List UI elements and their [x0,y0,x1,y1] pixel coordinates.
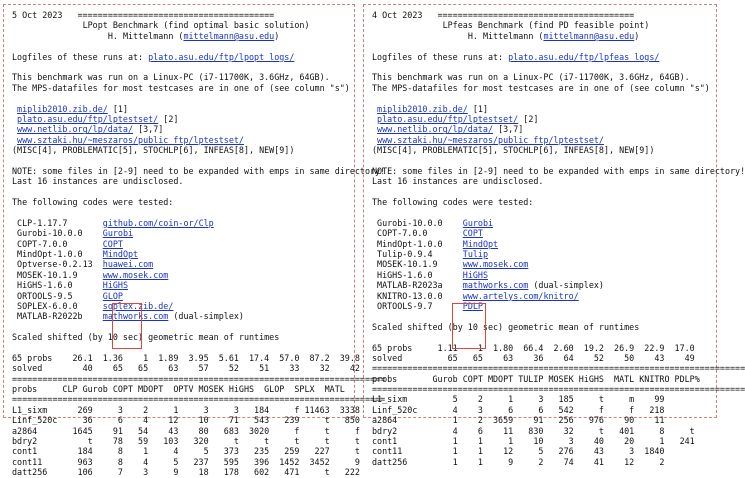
header-line [372,10,710,20]
code-link[interactable]: MindOpt [462,238,499,249]
code-item: Gurobi-10.0.0 Gurobi [17,228,134,239]
source-link[interactable]: miplib2010.zib.de/ [377,103,468,114]
source-item: plato.asu.edu/ftp/lptestset/ [2] [17,113,179,124]
table-row: cont11 1 1 12 5 276 43 3 1840 [372,446,665,457]
source-link[interactable]: plato.asu.edu/ftp/lptestset/ [17,113,159,124]
table-header: probs CLP Gurob COPT MDOPT OPTV MOSEK HiGHS GLOP SPLX MATL [12,384,345,395]
code-item: Tulip-0.9.4 Tulip [377,248,488,259]
code-item: COPT-7.0.0 COPT [377,228,483,239]
code-link[interactable]: mathworks.com [102,311,169,322]
code-item: HiGHS-1.6.0 HiGHS [377,269,488,280]
code-item: MindOpt-1.0.0 MindOpt [17,248,139,259]
lpopt-benchmark-panel [3,4,386,478]
logfiles-link[interactable]: plato.asu.edu/ftp/lpopt_logs/ [148,51,295,62]
code-link[interactable]: www.mosek.com [462,259,529,270]
title-line [12,20,348,30]
code-link[interactable]: HiGHS [462,269,488,280]
code-link[interactable]: HiGHS [102,280,128,291]
table-rule: ========================================================================== [372,363,745,374]
code-link[interactable]: www.artelys.com/knitro/ [462,290,579,301]
source-item [372,135,710,145]
table-row: cont11 963 8 4 5 237 595 396 1452 3452 9 [12,456,360,467]
table-header: probs Gurob COPT MDOPT TULIP MOSEK HiGHS MATL KNITRO PDLP% [372,373,700,384]
code-item: SOPLEX-6.0.0 soplex.zib.de/ [17,300,174,311]
code-link[interactable]: PDLP [462,300,483,311]
code-item: ORTOOLS-9.5 GLOP [17,290,123,301]
code-item: HiGHS-1.6.0 HiGHS [17,280,128,291]
machine-line: This benchmark was run on a Linux-PC (i7-11700K, 3.6GHz, 64GB). [372,72,690,83]
table-row: L1_sixm 5 2 1 3 185 t m 99 [372,394,665,405]
solved-row: solved 65 65 63 36 64 52 50 43 49 [372,352,695,363]
logfiles-line: Logfiles of these runs at: plato.asu.edu/ftp/lpfeas_logs/ [372,51,660,62]
code-link[interactable]: Tulip [462,248,488,259]
codes-heading: The following codes were tested: [372,197,534,208]
table-rule: ========================================================================== [372,384,745,395]
code-link[interactable]: COPT [102,238,123,249]
table-row: cont1 184 8 1 4 5 373 235 259 227 t [12,446,360,457]
note-line: Last 16 instances are undisclosed. [12,176,184,187]
table-row: datt256 106 7 3 9 18 178 602 471 t 222 [12,467,360,478]
table-row: cont1 1 1 1 10 3 40 20 1 241 [372,436,695,447]
note-line: NOTE: some files in [2-9] need to be expanded with emps in same directory! [12,165,386,176]
source-item: miplib2010.zib.de/ [1] [17,103,128,114]
code-link[interactable]: Gurobi [102,228,134,239]
solved-row: solved 40 65 65 63 57 52 51 33 32 42 [12,363,360,374]
source-item: www.netlib.org/lp/data/ [3,7] [17,124,164,135]
mps-line: The MPS-datafiles for most testcases are in one of (see column "s") [12,82,350,93]
code-item: KNITRO-13.0.0 www.artelys.com/knitro/ [377,290,579,301]
table-rule: ========================================================================== [12,394,386,405]
source-link[interactable]: www.netlib.org/lp/data/ [377,124,494,135]
source-item: miplib2010.zib.de/ [1] [377,103,488,114]
source-link[interactable]: www.sztaki.hu/~meszaros/public_ftp/lptestset/ [17,134,244,145]
code-item: MOSEK-10.1.9 www.mosek.com [377,259,529,270]
code-link[interactable]: COPT [462,228,483,239]
code-link[interactable]: Gurobi [462,217,494,228]
code-link[interactable]: MindOpt [102,248,139,259]
note-line: Last 16 instances are undisclosed. [372,176,544,187]
codes-heading: The following codes were tested: [12,197,174,208]
code-link[interactable]: soplex.zib.de/ [102,300,174,311]
scaled-heading: Scaled shifted (by 10 sec) geometric mean of runtimes [12,332,280,343]
code-link[interactable]: huawei.com [102,259,154,270]
table-row: L1_sixm 269 3 2 1 3 3 184 f 11463 3338 [12,404,360,415]
note-line: NOTE: some files in [2-9] need to be expanded with emps in same directory! [372,165,745,176]
code-link[interactable]: www.mosek.com [102,269,169,280]
table-row: a2864 1645 91 54 43 80 683 3020 f t f [12,425,360,436]
logfiles-line: Logfiles of these runs at: plato.asu.edu/ftp/lpopt_logs/ [12,51,295,62]
table-row: bdry2 4 6 11 830 32 t 401 8 t [372,425,695,436]
table-rule: ========================================================================== [12,373,386,384]
code-link[interactable]: github.com/coin-or/Clp [102,217,214,228]
code-item: MATLAB-R2023a mathworks.com (dual-simplex) [377,280,604,291]
lpfeas-benchmark-panel [363,4,745,467]
probs-row: 65 probs 1.11 1 1.80 66.4 2.60 19.2 26.9 22.9 17.0 [372,342,695,353]
source-item [12,135,348,145]
table-row: a2864 1 2 3659 91 256 976 90 11 [372,415,665,426]
code-link[interactable]: GLOP [102,290,123,301]
page-title: LPfeas Benchmark (find PD feasible point) [442,20,650,31]
source-link[interactable]: miplib2010.zib.de/ [17,103,108,114]
source-link[interactable]: plato.asu.edu/ftp/lptestset/ [377,113,519,124]
code-item: MATLAB-R2022b mathworks.com (dual-simplex) [17,311,244,322]
code-item: MOSEK-10.1.9 www.mosek.com [17,269,169,280]
author-email-link[interactable]: mittelmann@asu.edu [543,30,635,41]
table-row: Linf_520c 36 6 4 12 10 71 543 239 t 850 [12,415,360,426]
misc-line: (MISC[4], PROBLEMATIC[5], STOCHLP[6], INFEAS[8], NEW[9]) [372,145,655,156]
code-item: CLP-1.17.7 github.com/coin-or/Clp [17,217,214,228]
misc-line: (MISC[4], PROBLEMATIC[5], STOCHLP[6], INFEAS[8], NEW[9]) [12,145,295,156]
source-link[interactable]: www.sztaki.hu/~meszaros/public_ftp/lptestset/ [377,134,604,145]
header-rule: ======================================= [77,10,275,20]
source-link[interactable]: www.netlib.org/lp/data/ [17,124,134,135]
machine-line: This benchmark was run on a Linux-PC (i7-11700K, 3.6GHz, 64GB). [12,72,330,83]
author-line: H. Mittelmann (mittelmann@asu.edu) [467,30,640,41]
code-item: Gurobi-10.0.0 Gurobi [377,217,494,228]
probs-row: 65 probs 26.1 1.36 1 1.89 3.95 5.61 17.4 57.0 87.2 39.8 [12,352,360,363]
header-rule: ======================================= [437,10,635,20]
code-item: COPT-7.0.0 COPT [17,238,123,249]
mps-line: The MPS-datafiles for most testcases are in one of (see column "s") [372,82,710,93]
code-link[interactable]: mathworks.com [462,280,529,291]
table-row: datt256 1 1 9 2 74 41 12 2 [372,456,665,467]
source-item: www.netlib.org/lp/data/ [3,7] [377,124,524,135]
header-line [12,10,348,20]
logfiles-link[interactable]: plato.asu.edu/ftp/lpfeas_logs/ [508,51,660,62]
source-item: plato.asu.edu/ftp/lptestset/ [2] [377,113,539,124]
table-row: Linf_520c 4 3 6 6 542 f f 218 [372,404,665,415]
author-line: H. Mittelmann (mittelmann@asu.edu) [107,30,280,41]
report-date: 5 Oct 2023 [12,10,63,20]
table-row: bdry2 t 78 59 103 320 t t t t t [12,436,360,447]
code-item: ORTOOLS-9.7 PDLP [377,300,483,311]
author-email-link[interactable]: mittelmann@asu.edu [183,30,275,41]
title-line [372,20,710,30]
page-title: LPopt Benchmark (find optimal basic solution) [82,20,310,31]
code-item: Optverse-0.2.13 huawei.com [17,259,154,270]
report-date: 4 Oct 2023 [372,10,423,20]
scaled-heading: Scaled shifted (by 10 sec) geometric mean of runtimes [372,321,640,332]
code-item: MindOpt-1.0.0 MindOpt [377,238,499,249]
